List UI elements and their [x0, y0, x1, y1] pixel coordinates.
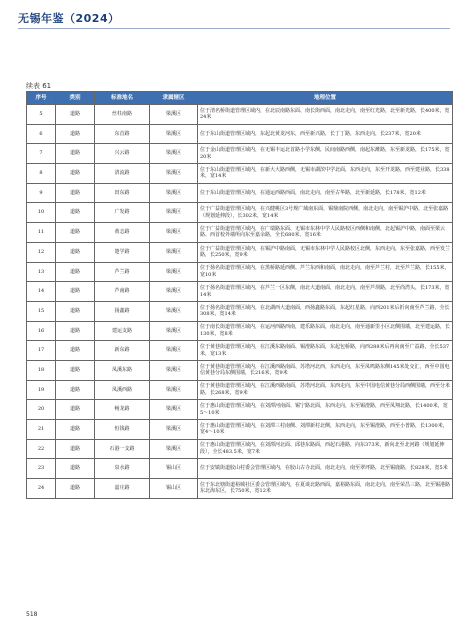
cell-district: 梁溪区 — [150, 282, 198, 302]
cell-number: 23 — [27, 459, 56, 479]
cell-category: 道路 — [56, 164, 95, 184]
cell-district: 梁溪区 — [150, 105, 198, 125]
cell-standard-name: 芦兰路 — [95, 262, 150, 282]
table-row — [27, 242, 453, 262]
table-row — [27, 420, 453, 440]
cell-standard-name: 凤溪东路 — [95, 360, 150, 380]
cell-standard-name: 清流路 — [95, 164, 150, 184]
cell-standard-name: 扬鑫路 — [95, 301, 150, 321]
cell-number: 21 — [27, 420, 56, 440]
cell-district: 梁溪区 — [150, 262, 198, 282]
table-row — [27, 301, 453, 321]
cell-standard-name: 石港一支路 — [95, 439, 150, 459]
cell-number: 11 — [27, 223, 56, 243]
cell-number: 10 — [27, 203, 56, 223]
table-row — [27, 360, 453, 380]
cell-district: 梁溪区 — [150, 420, 198, 440]
cell-standard-name: 嘉庄路 — [95, 479, 150, 499]
cell-number: 8 — [27, 164, 56, 184]
cell-district: 梁溪区 — [150, 301, 198, 321]
cell-location: 位于清名桥街道管理区域内，在北辰南路东面、南长街西面，南北走向，南至红光路，北至新光路，长400米，宽24米 — [198, 105, 453, 125]
cell-district: 梁溪区 — [150, 360, 198, 380]
cell-location: 位于东北塘街道裕城社区委会管理区域内，在夏谈北路西面，嘉裕路东面，南北走向，南至荣昌三路，北至锡港路东北海东区，长750米，宽12米 — [198, 479, 453, 499]
cell-location: 位于黄巷街道管理区域内，在江溪西路南面、苏塔河北西，东西走向，东至凤鸣路东侧145米处交汇，西至中国电信黄巷分局东侧围墙，长216米，宽9米 — [198, 360, 453, 380]
column-header-location: 地理位置 — [198, 92, 453, 105]
cell-number: 12 — [27, 242, 56, 262]
cell-number: 16 — [27, 321, 56, 341]
cell-location: 位于广益街道管理区域内，在广瑞路东面、无锡市东林中学人民路校区西侧和南侧，北起锡沪中路，南面至栗云路、西首校外墙所向东至嘉余路，全长680米，宽16米 — [198, 223, 453, 243]
cell-standard-name: 楚学路 — [95, 242, 150, 262]
column-header-standard-name: 标准地名 — [95, 92, 150, 105]
page-number: 518 — [26, 611, 38, 618]
cell-district: 梁溪区 — [150, 183, 198, 203]
cell-standard-name: 恒钱路 — [95, 420, 150, 440]
cell-category: 道路 — [56, 282, 95, 302]
cell-location: 位于东山街道管理区域内，东起北黄龙河东，西至新兴路，长丁丁路，东西走向，长237米，宽20米 — [198, 124, 453, 144]
cell-number: 17 — [27, 341, 56, 361]
cell-location: 位于黄巷街道管理区域内，在江溪西路南面，苏塔河北面，东西走向，东至中国电信黄巷分局西侧围墙，西至分米路，长268米，宽9米 — [198, 380, 453, 400]
cell-number: 24 — [27, 479, 56, 499]
cell-category: 道路 — [56, 144, 95, 164]
cell-category: 道路 — [56, 479, 95, 499]
cell-location: 位于惠山街道管理区域内，在刘潭三村南侧、刘潭新村北侧，东西走向，东至锡澄路，西至小普路，长1300米，宽4～10米 — [198, 420, 453, 440]
cell-location: 位于金山街道管理区域内，在无锡丰运北首路小学东侧，民间南路西侧，南起东潍路，东至新龙路，长175米，宽20米 — [198, 144, 453, 164]
cell-standard-name: 东首路 — [95, 124, 150, 144]
table-row — [27, 223, 453, 243]
cell-number: 20 — [27, 400, 56, 420]
cell-location: 位于惠山街道管理区域内，在刘潭河南面、锡宁路北面，东西走向，东至锡澄路，西至凤翔北路，长1400米，宽5～10米 — [198, 400, 453, 420]
cell-district: 锡山区 — [150, 479, 198, 499]
cell-number: 9 — [27, 183, 56, 203]
cell-location: 位于扬名街道管理区域内，在北湖西大道南面，西扬鑫路东面，东起红星路，向西201米后折向南至芦兰路，全长308米，宽14米 — [198, 301, 453, 321]
cell-category: 道路 — [56, 420, 95, 440]
cell-number: 5 — [27, 105, 56, 125]
cell-standard-name: 建运支路 — [95, 321, 150, 341]
cell-standard-name: 黄志路 — [95, 223, 150, 243]
cell-category: 道路 — [56, 400, 95, 420]
table-row — [27, 341, 453, 361]
cell-district: 梁溪区 — [150, 242, 198, 262]
cell-category: 道路 — [56, 439, 95, 459]
cell-location: 位于惠山街道管理区域内，在刘潭河北面、邱巷东路面，西起石港路，向东373米，新向北至北河路（规划延伸段），全长483.5米，宽7米 — [198, 439, 453, 459]
header-divider — [18, 28, 450, 29]
cell-district: 梁溪区 — [150, 203, 198, 223]
cell-district: 梁溪区 — [150, 124, 198, 144]
cell-number: 18 — [27, 360, 56, 380]
cell-district: 梁溪区 — [150, 144, 198, 164]
column-header-category: 类别 — [56, 92, 95, 105]
cell-standard-name: 田东路 — [95, 183, 150, 203]
cell-district: 梁溪区 — [150, 164, 198, 184]
cell-standard-name: 丝柱南路 — [95, 105, 150, 125]
cell-number: 7 — [27, 144, 56, 164]
cell-category: 道路 — [56, 124, 95, 144]
cell-category: 道路 — [56, 380, 95, 400]
table-header-row — [27, 92, 453, 105]
cell-category: 道路 — [56, 223, 95, 243]
cell-category: 道路 — [56, 203, 95, 223]
cell-standard-name: 兴云路 — [95, 144, 150, 164]
cell-category: 道路 — [56, 183, 95, 203]
cell-number: 15 — [27, 301, 56, 321]
table-row — [27, 124, 453, 144]
cell-district: 梁溪区 — [150, 321, 198, 341]
table-row — [27, 459, 453, 479]
cell-category: 道路 — [56, 105, 95, 125]
cell-category: 道路 — [56, 262, 95, 282]
cell-standard-name: 广发路 — [95, 203, 150, 223]
column-header-district: 隶属辖区 — [150, 92, 198, 105]
cell-category: 道路 — [56, 341, 95, 361]
cell-standard-name: 芦南路 — [95, 282, 150, 302]
cell-category: 道路 — [56, 301, 95, 321]
cell-location: 位于扬名街道管理区域内，在芦兰一区东侧，南北大道南面，南北走向，南至芦坝路，北至尚湾头，长173米，宽14米 — [198, 282, 453, 302]
cell-location: 位于黄巷街道管理区域内，在江溪东路南面、锡澄路东面，东起包桥路，向西288米后再向南至广益路，全长537米，宽13米 — [198, 341, 453, 361]
cell-location: 位于广益街道管理区域内，在锡沪中路南面，无锡市东林中学人民路校区北侧，东西走向，东至张嘉路，西至发兰路，长250米，宽9米 — [198, 242, 453, 262]
yearbook-header-title: 无锡年鉴（2024） — [18, 12, 120, 25]
cell-district: 锡山区 — [150, 459, 198, 479]
cell-number: 13 — [27, 262, 56, 282]
cell-district: 梁溪区 — [150, 439, 198, 459]
place-names-table — [26, 91, 453, 499]
table-row — [27, 203, 453, 223]
cell-number: 14 — [27, 282, 56, 302]
table-row — [27, 321, 453, 341]
cell-number: 19 — [27, 380, 56, 400]
cell-location: 位于东山街道管理区域内，在新大大路西侧，无锡市湖滨中学北面，东西走向，东至开龙路，西至建业路，长338米，宽14米 — [198, 164, 453, 184]
cell-district: 梁溪区 — [150, 223, 198, 243]
cell-number: 22 — [27, 439, 56, 459]
column-header-number: 序号 — [27, 92, 56, 105]
cell-standard-name: 新东路 — [95, 341, 150, 361]
table-row — [27, 105, 453, 125]
cell-number: 6 — [27, 124, 56, 144]
table-row — [27, 439, 453, 459]
table-row — [27, 380, 453, 400]
table-row — [27, 479, 453, 499]
cell-location: 位于扬名街道管理区域内，在黑桥路延西侧、芦兰东西和南面，南北走向，南至芦兰村，北至芦兰路，长155米，宽10米 — [198, 262, 453, 282]
cell-district: 梁溪区 — [150, 380, 198, 400]
cell-location: 位于南长街道管理区域内，在运河西路西南，建乐路东面，南北走向，南至通新里小区北侧围墙，北至建运路，长130米，宽8米 — [198, 321, 453, 341]
cell-category: 道路 — [56, 321, 95, 341]
table-row — [27, 183, 453, 203]
cell-standard-name: 畅龙路 — [95, 400, 150, 420]
cell-district: 梁溪区 — [150, 400, 198, 420]
table-row — [27, 164, 453, 184]
table-row — [27, 400, 453, 420]
cell-category: 道路 — [56, 360, 95, 380]
cell-location: 位于东山街道管理区域内，在通运西路西面，南北走向，南至古华路，北至新延路，长178米，宽12米 — [198, 183, 453, 203]
cell-district: 梁溪区 — [150, 341, 198, 361]
table-body — [27, 105, 453, 499]
cell-location: 位于安镇街道胶山村委会管理区域内，在胶山古寺北面，南北走向，南至翠坪路，北至锡鹿路，长828米，宽5米 — [198, 459, 453, 479]
cell-standard-name: 凤溪西路 — [95, 380, 150, 400]
table-caption: 续表 61 — [26, 82, 52, 90]
table-row — [27, 282, 453, 302]
table-row — [27, 144, 453, 164]
cell-category: 道路 — [56, 242, 95, 262]
cell-location: 位于广益街道管理区域内，在兴健桃区3号规广域南东面，锡鼎南院西侧，南北走向，南至锡沪中路，北至张嘉路（规划延伸段），长302米，宽14米 — [198, 203, 453, 223]
table-row — [27, 262, 453, 282]
cell-category: 道路 — [56, 459, 95, 479]
cell-standard-name: 泉水路 — [95, 459, 150, 479]
